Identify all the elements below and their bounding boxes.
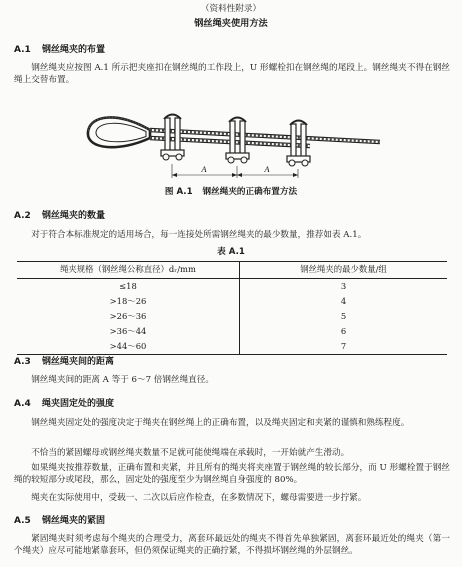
section-a3-title: 钢丝绳夹间的距离 [42, 357, 115, 367]
section-a2-title: 钢丝绳夹的数量 [42, 211, 106, 221]
section-a4-paragraph-4: 绳夹在实际使用中，受载一、二次以后应作检查，在多数情况下，螺母需要进一步拧紧。 [31, 493, 367, 503]
section-a4-paragraph-3: 如果绳夹按推荐数量，正确布置和夹紧，并且所有的绳夹将夹座置于钢丝绳的较长部分，而 U 形螺栓置于钢丝绳的较短部分或尾段，那么，固定处的强度至少为钢丝绳自身强度的 80%。 [14, 463, 450, 485]
section-a2-text: 对于符合本标准规定的适用场合，每一连接处所需钢丝绳夹的最少数量，推荐如表 A.1。 [31, 230, 367, 240]
section-a3-heading [14, 356, 114, 368]
section-a1-number: A.1 [14, 45, 31, 55]
table-cell-spec: >44～60 [17, 339, 240, 355]
table-header-quantity: 钢丝绳夹的最少数量/组 [240, 262, 448, 279]
table-row [17, 309, 447, 324]
table-cell-spec: >18～26 [17, 294, 240, 309]
section-a5-number: A.5 [14, 516, 31, 526]
section-a2-heading [14, 210, 105, 222]
table-cell-spec: >26～36 [17, 309, 240, 324]
dimension-label-2: A [264, 165, 270, 174]
table-cell-spec: >36～44 [17, 324, 240, 339]
annex-title: 钢丝绳夹使用方法 [194, 18, 268, 29]
dimension-label-1: A [201, 165, 207, 174]
table-title: 表 A.1 [217, 247, 245, 257]
table-cell-quantity: 6 [340, 325, 347, 336]
table-row [17, 294, 447, 309]
table-header-row [17, 262, 447, 279]
table-row [17, 324, 447, 339]
table-header-spec: 绳夹规格（钢丝绳公称直径）dᵣ/mm [17, 262, 240, 279]
wire-rope-clip-figure [80, 108, 380, 184]
clip-quantity-table [17, 261, 447, 355]
section-a3-text: 钢丝绳夹间的距离 A 等于 6～7 倍钢丝绳直径。 [31, 375, 214, 385]
section-a1-heading [14, 44, 105, 56]
section-a1-text: 钢丝绳夹应按图 A.1 所示把夹座扣在钢丝绳的工作段上，U 形螺栓扣在钢丝绳的尾段上。钢丝绳夹不得在钢丝绳上交替布置。 [14, 63, 450, 85]
section-a5-heading [14, 515, 105, 527]
section-a4-paragraph-2: 不恰当的紧固螺母或钢丝绳夹数量不足就可能使绳端在承载时，一开始就产生滑动。 [31, 448, 350, 458]
figure-caption-text: 钢丝绳夹的正确布置方法 [202, 187, 298, 197]
section-a5-title: 钢丝绳夹的紧固 [42, 516, 106, 526]
section-a4-paragraph-1: 钢丝绳夹固定处的强度决定于绳夹在钢丝绳上的正确布置，以及绳夹固定和夹紧的谨慎和熟练程度。 [31, 418, 410, 428]
spacing-dimension [172, 164, 298, 178]
section-a2-number: A.2 [14, 211, 31, 221]
figure-caption [0, 187, 462, 199]
section-a1-title: 钢丝绳夹的布置 [42, 45, 106, 55]
section-a3-number: A.3 [14, 357, 31, 367]
table-cell-spec: ≤18 [17, 279, 240, 295]
section-a4-heading [14, 398, 114, 410]
table-cell-quantity: 3 [340, 280, 347, 291]
table-cell-quantity: 7 [240, 339, 448, 355]
section-a4-number: A.4 [14, 399, 31, 409]
figure-caption-label: 图 A.1 [164, 187, 193, 197]
table-row [17, 279, 447, 295]
table-cell-quantity: 4 [340, 295, 347, 306]
table-cell-quantity: 5 [340, 310, 347, 321]
table-row [17, 339, 447, 355]
thimble-eye [88, 117, 150, 147]
annex-type: （资料性附录） [200, 4, 262, 14]
section-a4-title: 绳夹固定处的强度 [42, 399, 115, 409]
section-a5-text: 紧固绳夹时须考虑每个绳夹的合理受力，离套环最远处的绳夹不得首先单独紧固，离套环最近处的绳夹（第一个绳夹）应尽可能地紧靠套环，但仍须保证绳夹的正确拧紧，不得损坏钢丝绳的外层钢丝。 [14, 534, 450, 556]
